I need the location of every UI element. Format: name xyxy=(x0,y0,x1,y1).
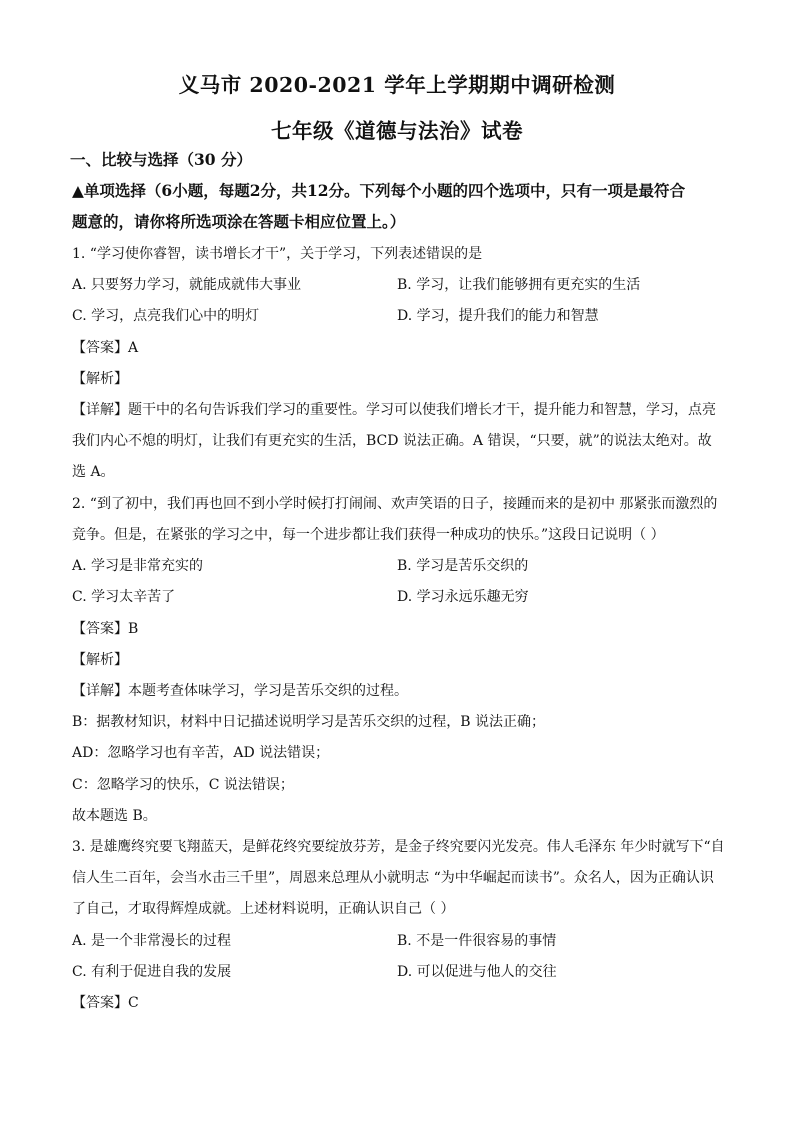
q1-option-c: C. 学习，点亮我们心中的明灯 xyxy=(72,308,260,324)
q1-detail-3: 选 A。 xyxy=(72,464,115,480)
q2-answer: 【答案】B xyxy=(72,621,139,637)
q2-option-b: B. 学习是苦乐交织的 xyxy=(397,558,529,574)
q2-stem-2: 竞争。但是，在紧张的学习之中，每一个进步都让我们获得一种成功的快乐。”这段日记说明（ ） xyxy=(72,527,665,543)
q3-stem-2: 信人生二百年，会当水击三千里”，周恩来总理从小就明志 “为中华崛起而读书”。众名人，因为正确认识 xyxy=(72,870,714,886)
q2-option-a: A. 学习是非常充实的 xyxy=(72,558,204,574)
page-title: 义马市 2020-2021 学年上学期期中调研检测 xyxy=(178,73,616,97)
q2-detail-3: AD：忽略学习也有辛苦，AD 说法错误； xyxy=(72,745,330,761)
q1-option-d: D. 学习，提升我们的能力和智慧 xyxy=(397,308,599,324)
q2-analysis: 【解析】 xyxy=(72,652,128,668)
q2-detail-4: C：忽略学习的快乐，C 说法错误； xyxy=(72,777,294,793)
q2-stem-1: 2. “到了初中，我们再也回不到小学时候打打闹闹、欢声笑语的日子，接踵而来的是初中 那紧张而激烈的 xyxy=(72,496,718,512)
q3-stem-3: 了自己，才取得辉煌成就。上述材料说明，正确认识自己（ ） xyxy=(72,901,455,917)
q1-detail-1: 【详解】题干中的名句告诉我们学习的重要性。学习可以使我们增长才干，提升能力和智慧，学习，点亮 xyxy=(72,402,716,418)
instruction-line-2: 题意的，请你将所选项涂在答题卡相应位置上。） xyxy=(72,212,406,231)
q3-option-b: B. 不是一件很容易的事情 xyxy=(397,933,557,949)
q1-answer: 【答案】A xyxy=(72,340,139,356)
q1-detail-2: 我们内心不熄的明灯，让我们有更充实的生活，BCD 说法正确。A 错误，“只要，就”的说法太绝对。故 xyxy=(72,433,712,449)
section-heading: 一、比较与选择（30 分） xyxy=(70,150,252,169)
q2-detail-2: B：据教材知识，材料中日记描述说明学习是苦乐交织的过程，B 说法正确； xyxy=(72,714,546,730)
q3-option-a: A. 是一个非常漫长的过程 xyxy=(72,933,232,949)
q2-option-c: C. 学习太辛苦了 xyxy=(72,589,176,605)
q3-answer: 【答案】C xyxy=(72,995,139,1011)
q1-analysis: 【解析】 xyxy=(72,371,128,387)
q2-detail-5: 故本题选 B。 xyxy=(72,808,157,824)
q2-detail-1: 【详解】本题考查体味学习，学习是苦乐交织的过程。 xyxy=(72,683,408,699)
page-subtitle: 七年级《道德与法治》试卷 xyxy=(271,119,523,143)
q1-option-a: A. 只要努力学习，就能成就伟大事业 xyxy=(72,277,302,293)
instruction-line-1: ▲单项选择（6小题，每题2分，共12分。下列每个小题的四个选项中，只有一项是最符合 xyxy=(72,181,686,200)
q1-option-b: B. 学习，让我们能够拥有更充实的生活 xyxy=(397,277,641,293)
q3-option-d: D. 可以促进与他人的交往 xyxy=(397,964,557,980)
q3-stem-1: 3. 是雄鹰终究要飞翔蓝天，是鲜花终究要绽放芬芳，是金子终究要闪光发亮。伟人毛泽东 年少时就写下“自 xyxy=(72,839,725,855)
q2-option-d: D. 学习永远乐趣无穷 xyxy=(397,589,529,605)
q1-stem: 1. “学习使你睿智，读书增长才干”，关于学习，下列表述错误的是 xyxy=(72,246,483,262)
q3-option-c: C. 有利于促进自我的发展 xyxy=(72,964,232,980)
